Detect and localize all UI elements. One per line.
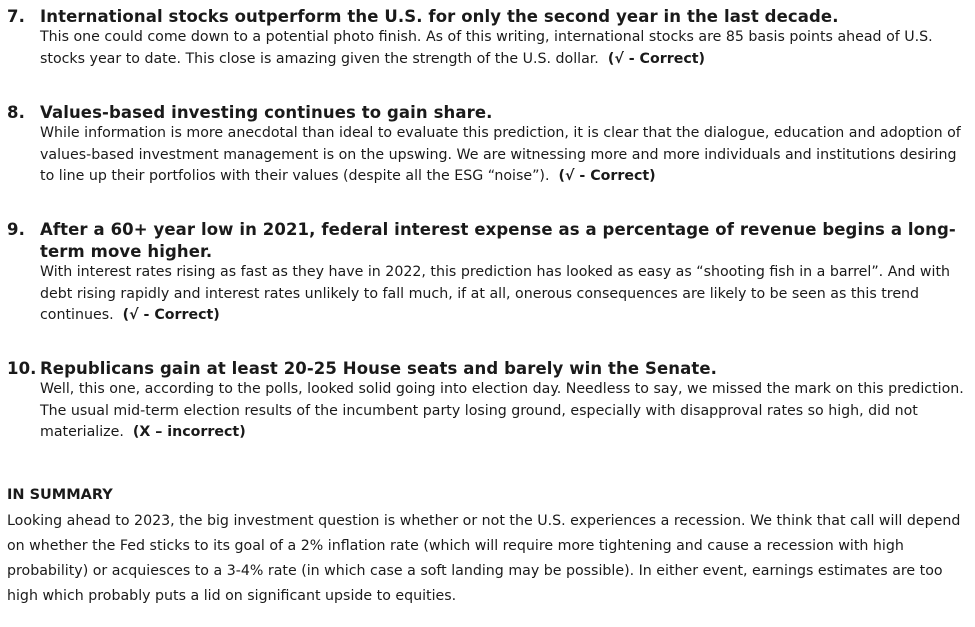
prediction-heading: [7, 102, 967, 124]
prediction-item-7: [7, 6, 967, 70]
summary-section: [7, 485, 969, 609]
prediction-heading: [7, 219, 967, 263]
summary-body: Looking ahead to 2023, the big investment question is whether or not the U.S. experiences a recession. We think that call will depend on whether the Fed sticks to its goal of a 2% inflation rate (which will require more tightening and cause a recession with high probability) or acquiesces to a 3-4% rate (in which case a soft landing may be possible). In either event, earnings estimates are too high which probably puts a lid on significant upside to equities.: [7, 513, 961, 604]
prediction-body-text: Well, this one, according to the polls, looked solid going into election day. Needless to say, we missed the mark on this prediction. The usual mid-term election results of the incumbent party losing ground, especially with disapproval rates so high, did not materialize.: [40, 381, 964, 440]
prediction-verdict: (√ - Correct): [558, 168, 656, 184]
prediction-number: 8.: [7, 103, 25, 122]
prediction-title: Values-based investing continues to gain share.: [40, 103, 493, 122]
prediction-body-text: While information is more anecdotal than ideal to evaluate this prediction, it is clear that the dialogue, education and adoption of values-based investment management is on the upswing. We are witnessing more and more individuals and institutions desiring to line up their portfolios with their values (despite all the ESG “noise”).: [40, 125, 961, 184]
prediction-item-10: [7, 358, 967, 444]
prediction-title: After a 60+ year low in 2021, federal interest expense as a percentage of revenue begins a long-term move higher.: [40, 220, 956, 261]
summary-heading: IN SUMMARY: [7, 487, 113, 503]
prediction-title: International stocks outperform the U.S. for only the second year in the last decade.: [40, 7, 839, 26]
prediction-body: [40, 27, 967, 70]
prediction-number: 9.: [7, 220, 25, 239]
prediction-verdict: (√ - Correct): [607, 50, 706, 67]
prediction-body: [40, 379, 967, 444]
prediction-title: Republicans gain at least 20-25 House seats and barely win the Senate.: [40, 359, 717, 378]
prediction-item-8: [7, 102, 967, 188]
prediction-item-9: [7, 219, 967, 327]
prediction-heading: [7, 358, 967, 380]
prediction-body-text: With interest rates rising as fast as they have in 2022, this prediction has looked as easy as “shooting fish in a barrel”. And with debt rising rapidly and interest rates unlikely to fall much, if at all, onerous consequences are likely to be seen as this trend continues.: [40, 264, 951, 323]
prediction-verdict: (X – incorrect): [132, 424, 246, 440]
prediction-body-text: This one could come down to a potential photo finish. As of this writing, international stocks are 85 basis points ahead of U.S. stocks year to date. This close is amazing given the strength of the U.S. dollar.: [40, 29, 933, 67]
prediction-heading: [7, 6, 967, 28]
prediction-number: 7.: [7, 7, 25, 26]
prediction-body: [40, 262, 967, 327]
prediction-body: [40, 123, 967, 188]
prediction-verdict: (√ - Correct): [122, 307, 220, 323]
prediction-number: 10.: [7, 359, 37, 378]
